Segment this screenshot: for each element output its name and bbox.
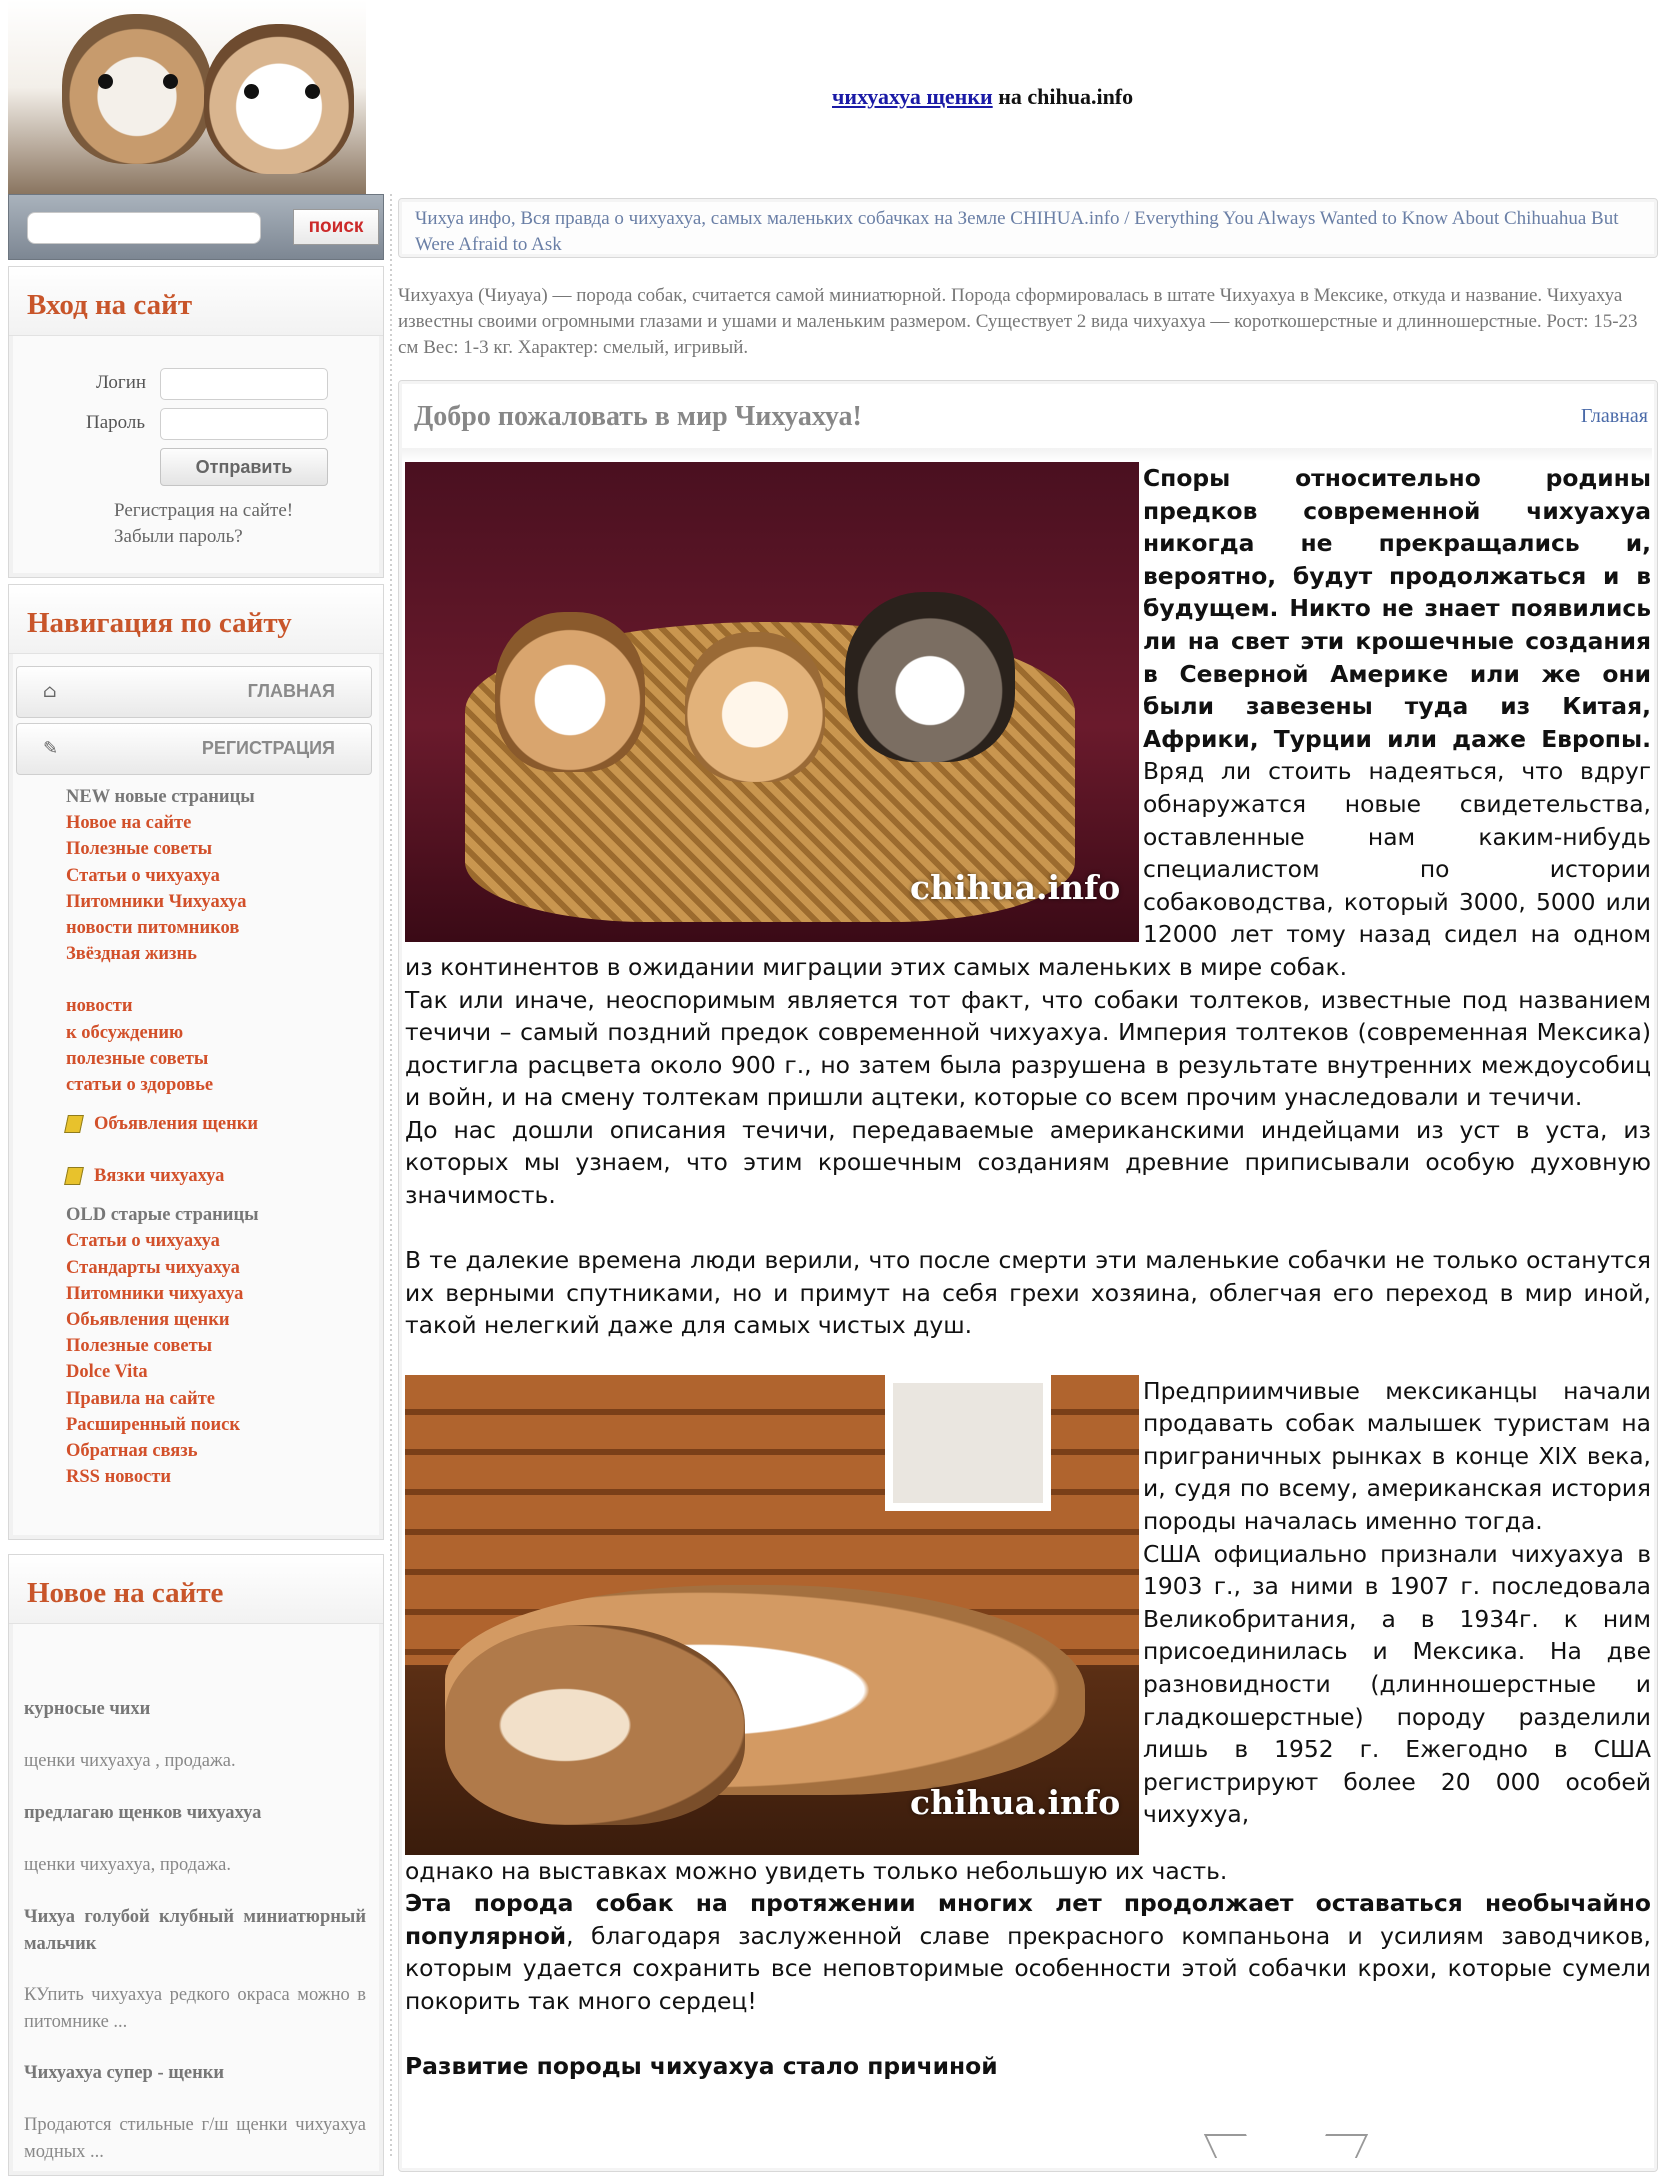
new-item-title[interactable]: курносые чихи xyxy=(24,1699,151,1719)
header-logo-image[interactable] xyxy=(8,0,366,194)
nav-link-old-5[interactable]: Dolce Vita xyxy=(66,1362,148,1383)
header-title xyxy=(832,84,1133,110)
paragraph-9 xyxy=(405,2050,1180,2083)
nav-link-old-9[interactable]: RSS новости xyxy=(66,1467,172,1488)
nav-link-mating-label: Вязки чихуахуа xyxy=(94,1166,225,1187)
paragraph-spacer xyxy=(405,1212,1651,1245)
puppy-left xyxy=(495,612,645,772)
window-frame xyxy=(885,1375,1051,1511)
new-item-snippet: щенки чихуахуа , продажа. xyxy=(24,1751,236,1771)
nav-link-misc-0[interactable]: новости xyxy=(66,996,133,1017)
paragraph-spacer xyxy=(405,2018,1651,2051)
home-icon: ⌂ xyxy=(43,681,57,702)
nav-link-old-1[interactable]: Стандарты чихуахуа xyxy=(66,1257,240,1278)
header-title-rest: на chihua.info xyxy=(992,84,1134,109)
password-field[interactable] xyxy=(160,408,328,440)
search-bar xyxy=(8,194,384,260)
nav-link-old-2[interactable]: Питомники чихуахуа xyxy=(66,1283,244,1304)
paragraph-4: В те далекие времена люди верили, что после смерти эти маленькие собачки не только останутся их верными спутниками, но и примут на себя грехи хозяина, облегчая его переход в мир иной, такой нелегкий даже для самых чистых душ. xyxy=(405,1246,1651,1340)
site-description: Чихуа инфо, Вся правда о чихуахуа, самых маленьких собачках на Земле CHIHUA.info / Everything You Always Wanted to Know About Chihuahua But Were Afraid to Ask xyxy=(415,208,1619,255)
site-description-box xyxy=(398,198,1658,258)
column-divider xyxy=(390,194,392,2158)
nav-link-ads[interactable] xyxy=(66,1098,259,1150)
nav-new-heading: NEW новые страницы xyxy=(66,787,255,807)
note-icon xyxy=(64,1115,84,1133)
logo-dog-left-eyes xyxy=(98,74,178,90)
nav-link-old-6[interactable]: Правила на сайте xyxy=(66,1388,216,1409)
login-submit-button[interactable]: Отправить xyxy=(160,448,328,486)
paragraph-8-rest: , благодаря заслуженной славе прекрасного компаньона и усилиям заводчиков, которым удается сохранить все неповторимые особенности этой собачки крохи, которые сумели покорить так много сердец! xyxy=(405,1921,1651,2015)
search-button[interactable]: поиск xyxy=(293,209,379,245)
paragraph-spacer xyxy=(405,1342,1651,1375)
puppy-right xyxy=(845,592,1015,762)
new-item-title[interactable]: Чихуа голубой клубный миниатюрный мальчик xyxy=(24,1907,366,1954)
nav-link-list xyxy=(66,784,259,1490)
paragraph-2: Так или иначе, неоспоримым является тот факт, что собаки толтеков, известные под названием течичи – самый поздний предок современной чихуахуа. Империя толтеков (современная Мексика) достигла расцвета около 900 г., но затем была разрушена в результате внутренних междоусобиц и войн, и на смену толтекам пришли ацтеки, которые со всем прочим унаследовали и течичи. xyxy=(405,985,1651,1112)
login-label: Логин xyxy=(96,372,147,393)
intro-text: Чихуахуа (Чиуауа) — порода собак, считается самой миниатюрной. Порода сформировалась в штате Чихуахуа в Мексике, откуда и название. Чихуахуа известны своими огромными глазами и ушами и маленьким размером. Существует 2 вида чихуахуа — короткошерстные и длинношерстные. Рост: 15-23 см Вес: 1-3 кг. Характер: смелый, игривый. xyxy=(398,285,1638,358)
article-body xyxy=(405,462,1651,2083)
logo-dog-right-eyes xyxy=(244,84,320,100)
register-link[interactable]: Регистрация на сайте! xyxy=(114,500,294,521)
dogs-on-porch-photo xyxy=(405,1375,1139,1855)
paragraph-3: До нас дошли описания течичи, передаваемые американскими индейцами из уст в уста, из которых мы узнаем, что этим крошечным созданиям древние приписывали особую духовную значимость. xyxy=(405,1115,1651,1210)
nav-link-misc-1[interactable]: к обсуждению xyxy=(66,1022,184,1043)
new-item-title[interactable]: Чихуахуа супер - щенки xyxy=(24,2063,225,2083)
nav-link-new-2[interactable]: Статьи о чихуахуа xyxy=(66,865,220,886)
nav-link-old-0[interactable]: Статьи о чихуахуа xyxy=(66,1231,220,1252)
home-link[interactable]: Главная xyxy=(1580,405,1648,427)
paragraph-1-bold: Споры относительно родины предков современной чихуахуа никогда не прекращались и, вероятно, будут продолжаться и в будущем. Никто не знает появились ли на свет эти крошечные создания в Северной Америке или же они были завезены туда из Китая, Африки, Турции или даже Европы. xyxy=(1143,464,1651,753)
partial-dog-image xyxy=(1200,2134,1400,2158)
nav-link-new-3[interactable]: Питомники Чихуахуа xyxy=(66,891,247,912)
login-panel-title: Вход на сайт xyxy=(9,267,383,336)
nav-link-old-3[interactable]: Обьявления щенки xyxy=(66,1310,230,1331)
nav-button-home-label: ГЛАВНАЯ xyxy=(247,681,335,701)
main-title: Добро пожаловать в мир Чихуахуа! xyxy=(414,401,862,432)
nav-link-mating[interactable] xyxy=(66,1150,259,1202)
search-input[interactable] xyxy=(27,212,261,244)
paragraph-8-bold: Эта порода собак на протяжении многих лет продолжает оставаться необычайно популярной xyxy=(405,1889,1651,1950)
forgot-password-link[interactable]: Забыли пароль? xyxy=(114,526,243,547)
new-on-site-title: Новое на сайте xyxy=(9,1555,383,1624)
header-title-link[interactable]: чихуахуа щенки xyxy=(832,84,993,109)
basket-photo xyxy=(405,462,1139,942)
nav-link-new-0[interactable]: Новое на сайте xyxy=(66,813,192,834)
nav-link-new-4[interactable]: новости питомников xyxy=(66,918,240,939)
new-item-snippet: щенки чихуахуа, продажа. xyxy=(24,1855,231,1875)
login-field[interactable] xyxy=(160,368,328,400)
password-label: Пароль xyxy=(86,412,146,433)
nav-button-home[interactable] xyxy=(16,666,372,718)
nav-old-heading: OLD старые страницы xyxy=(66,1205,259,1226)
nav-button-register[interactable] xyxy=(16,723,372,775)
paragraph-5: Предприимчивые мексиканцы начали продавать собак малышек туристам на приграничных рынках в конце XIX века, и, судя по всему, американская история породы началась именно тогда. xyxy=(1143,1376,1651,1535)
nav-spacer xyxy=(66,967,259,993)
navigation-panel-title: Навигация по сайту xyxy=(9,585,383,654)
paragraph-1-rest: Вряд ли стоить надеяться, что вдруг обнаружатся новые свидетельства, оставленные нам каким-нибудь специалистом по истории собаководства, который 3000, 5000 или 12000 лет тому назад сидел на одном из континентов в ожидании миграции этих самых маленьких в мире собак. xyxy=(405,757,1651,981)
nav-link-misc-2[interactable]: полезные советы xyxy=(66,1048,209,1069)
nav-button-register-label: РЕГИСТРАЦИЯ xyxy=(201,738,335,758)
paragraph-7: однако на выставках можно увидеть только небольшую их часть. xyxy=(405,1856,1228,1885)
photo-watermark: chihua.info xyxy=(910,1782,1121,1822)
nav-link-new-1[interactable]: Полезные советы xyxy=(66,839,213,860)
photo-watermark: chihua.info xyxy=(910,868,1121,907)
nav-link-misc-3[interactable]: статьи о здоровье xyxy=(66,1075,214,1096)
paragraph-8 xyxy=(405,1887,1651,2017)
nav-link-ads-label: Объявления щенки xyxy=(94,1114,259,1135)
new-item-snippet: КУпить чихуахуа редкого окраса можно в питомнике ... xyxy=(24,1985,366,2032)
new-item-snippet: Продаются стильные г/ш щенки чихуахуа модных ... xyxy=(24,2115,366,2162)
new-item-title[interactable]: предлагаю щенков чихуахуа xyxy=(24,1803,262,1823)
nav-link-old-7[interactable]: Расширенный поиск xyxy=(66,1414,241,1435)
small-dog xyxy=(445,1625,745,1825)
nav-link-new-5[interactable]: Звёздная жизнь xyxy=(66,944,197,965)
paragraph-6: США официально признали чихуахуа в 1903 г., за ними в 1907 г. последовала Великобритания, а в 1934г. к ним присоединилась и Мексика. На две разновидности (длинношерстные и гладкошерстные) породу разделили лишь в 1952 г. Ежегодно в США регистрируют более 20 000 особей чихуxуа, xyxy=(1143,1539,1651,1829)
nav-link-old-4[interactable]: Полезные советы xyxy=(66,1336,213,1357)
note-icon xyxy=(64,1167,84,1185)
paragraph-9-bold: Развитие породы чихуахуа стало причиной xyxy=(405,2052,998,2081)
nav-link-old-8[interactable]: Обратная связь xyxy=(66,1441,198,1462)
main-title-band xyxy=(402,448,1652,462)
puppy-middle xyxy=(685,632,825,782)
register-icon: ✎ xyxy=(43,738,59,759)
